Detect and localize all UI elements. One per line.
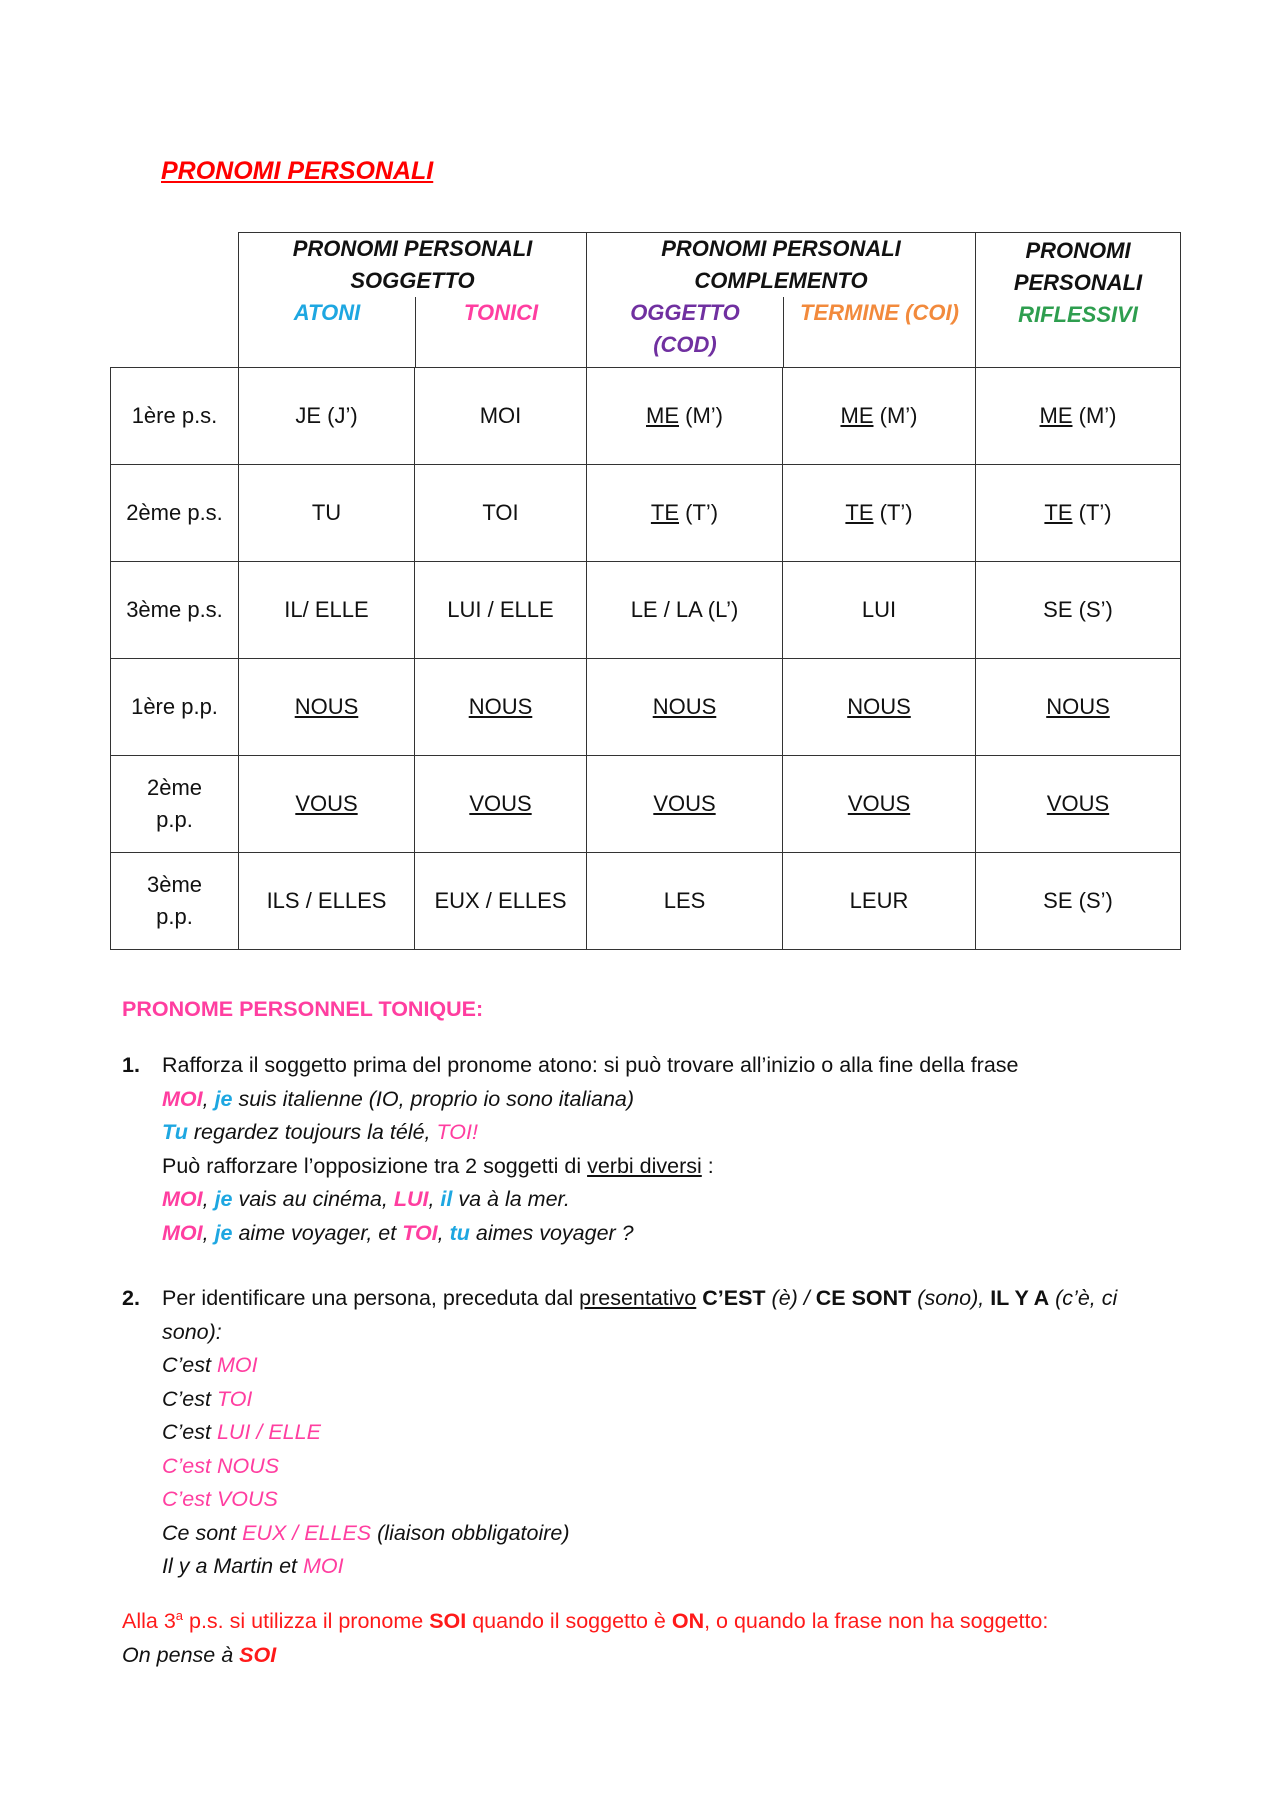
table-row: 1ère p.s. JE (J’) MOI ME (M’) ME (M’) ME (M’) [111, 368, 1181, 465]
subheader-atoni: ATONI [239, 297, 416, 367]
table-row: 3ème p.s. IL/ ELLE LUI / ELLE LE / LA (L’) LUI SE (S’) [111, 562, 1181, 659]
table-corner [111, 233, 239, 368]
table-row: 3ème p.p. ILS / ELLES EUX / ELLES LES LEUR SE (S’) [111, 853, 1181, 950]
page-title: PRONOMI PERSONALI [161, 157, 434, 185]
table-row: 1ère p.p. NOUS NOUS NOUS NOUS NOUS [111, 659, 1181, 756]
header-soggetto-sub: SOGGETTO ATONI TONICI [239, 265, 587, 368]
table-row: 2ème p.p. VOUS VOUS VOUS VOUS VOUS [111, 756, 1181, 853]
subheader-coi: TERMINE (COI) [800, 300, 959, 325]
header-soggetto: PRONOMI PERSONALI [239, 233, 587, 266]
subheader-cod: OGGETTO (COD) [587, 297, 784, 367]
table-row: 2ème p.s. TU TOI TE (T’) TE (T’) TE (T’) [111, 465, 1181, 562]
subheader-riflessivi: RIFLESSIVI [1018, 302, 1138, 327]
soi-note: Alla 3$^a$ p.s. si utilizza il pronome SOI quando il soggetto è ON, o quando la frase non ha soggetto: On pense à SOI [122, 1608, 1049, 1667]
header-complemento-sub: COMPLEMENTO OGGETTO (COD) TERMINE (COI) [587, 265, 976, 368]
item-1: 1. Rafforza il soggetto prima del pronome atono: si può trovare all’inizio o alla fine della frase MOI, je suis italienne (IO, proprio io sono italiana) Tu regardez toujours la télé, TOI! Può rafforzare l’opposizione tra 2 soggetti di verbi diversi : MOI, je vais au cinéma, LUI, il va à la mer. MOI, je aime voyager, et TOI, tu aimes voyager ? [122, 1053, 1019, 1245]
tonique-heading: PRONOME PERSONNEL TONIQUE: [122, 997, 484, 1021]
header-complemento: PRONOMI PERSONALI [587, 233, 976, 266]
pronouns-table [110, 232, 1181, 950]
item-2: 2. Per identificare una persona, preceduta dal presentativo C’EST (è) / CE SONT (sono), IL Y A (c’è, ci sono): C’est MOI C’est TOI C’est LUI / ELLE C’est NOUS C’est VOUS Ce sont EUX / ELLES (liaison obbligatoire) Il y a Martin et MOI [122, 1286, 1118, 1578]
subheader-tonici: TONICI [463, 300, 539, 325]
header-riflessivi: PRONOMI PERSONALI RIFLESSIVI [976, 233, 1181, 368]
